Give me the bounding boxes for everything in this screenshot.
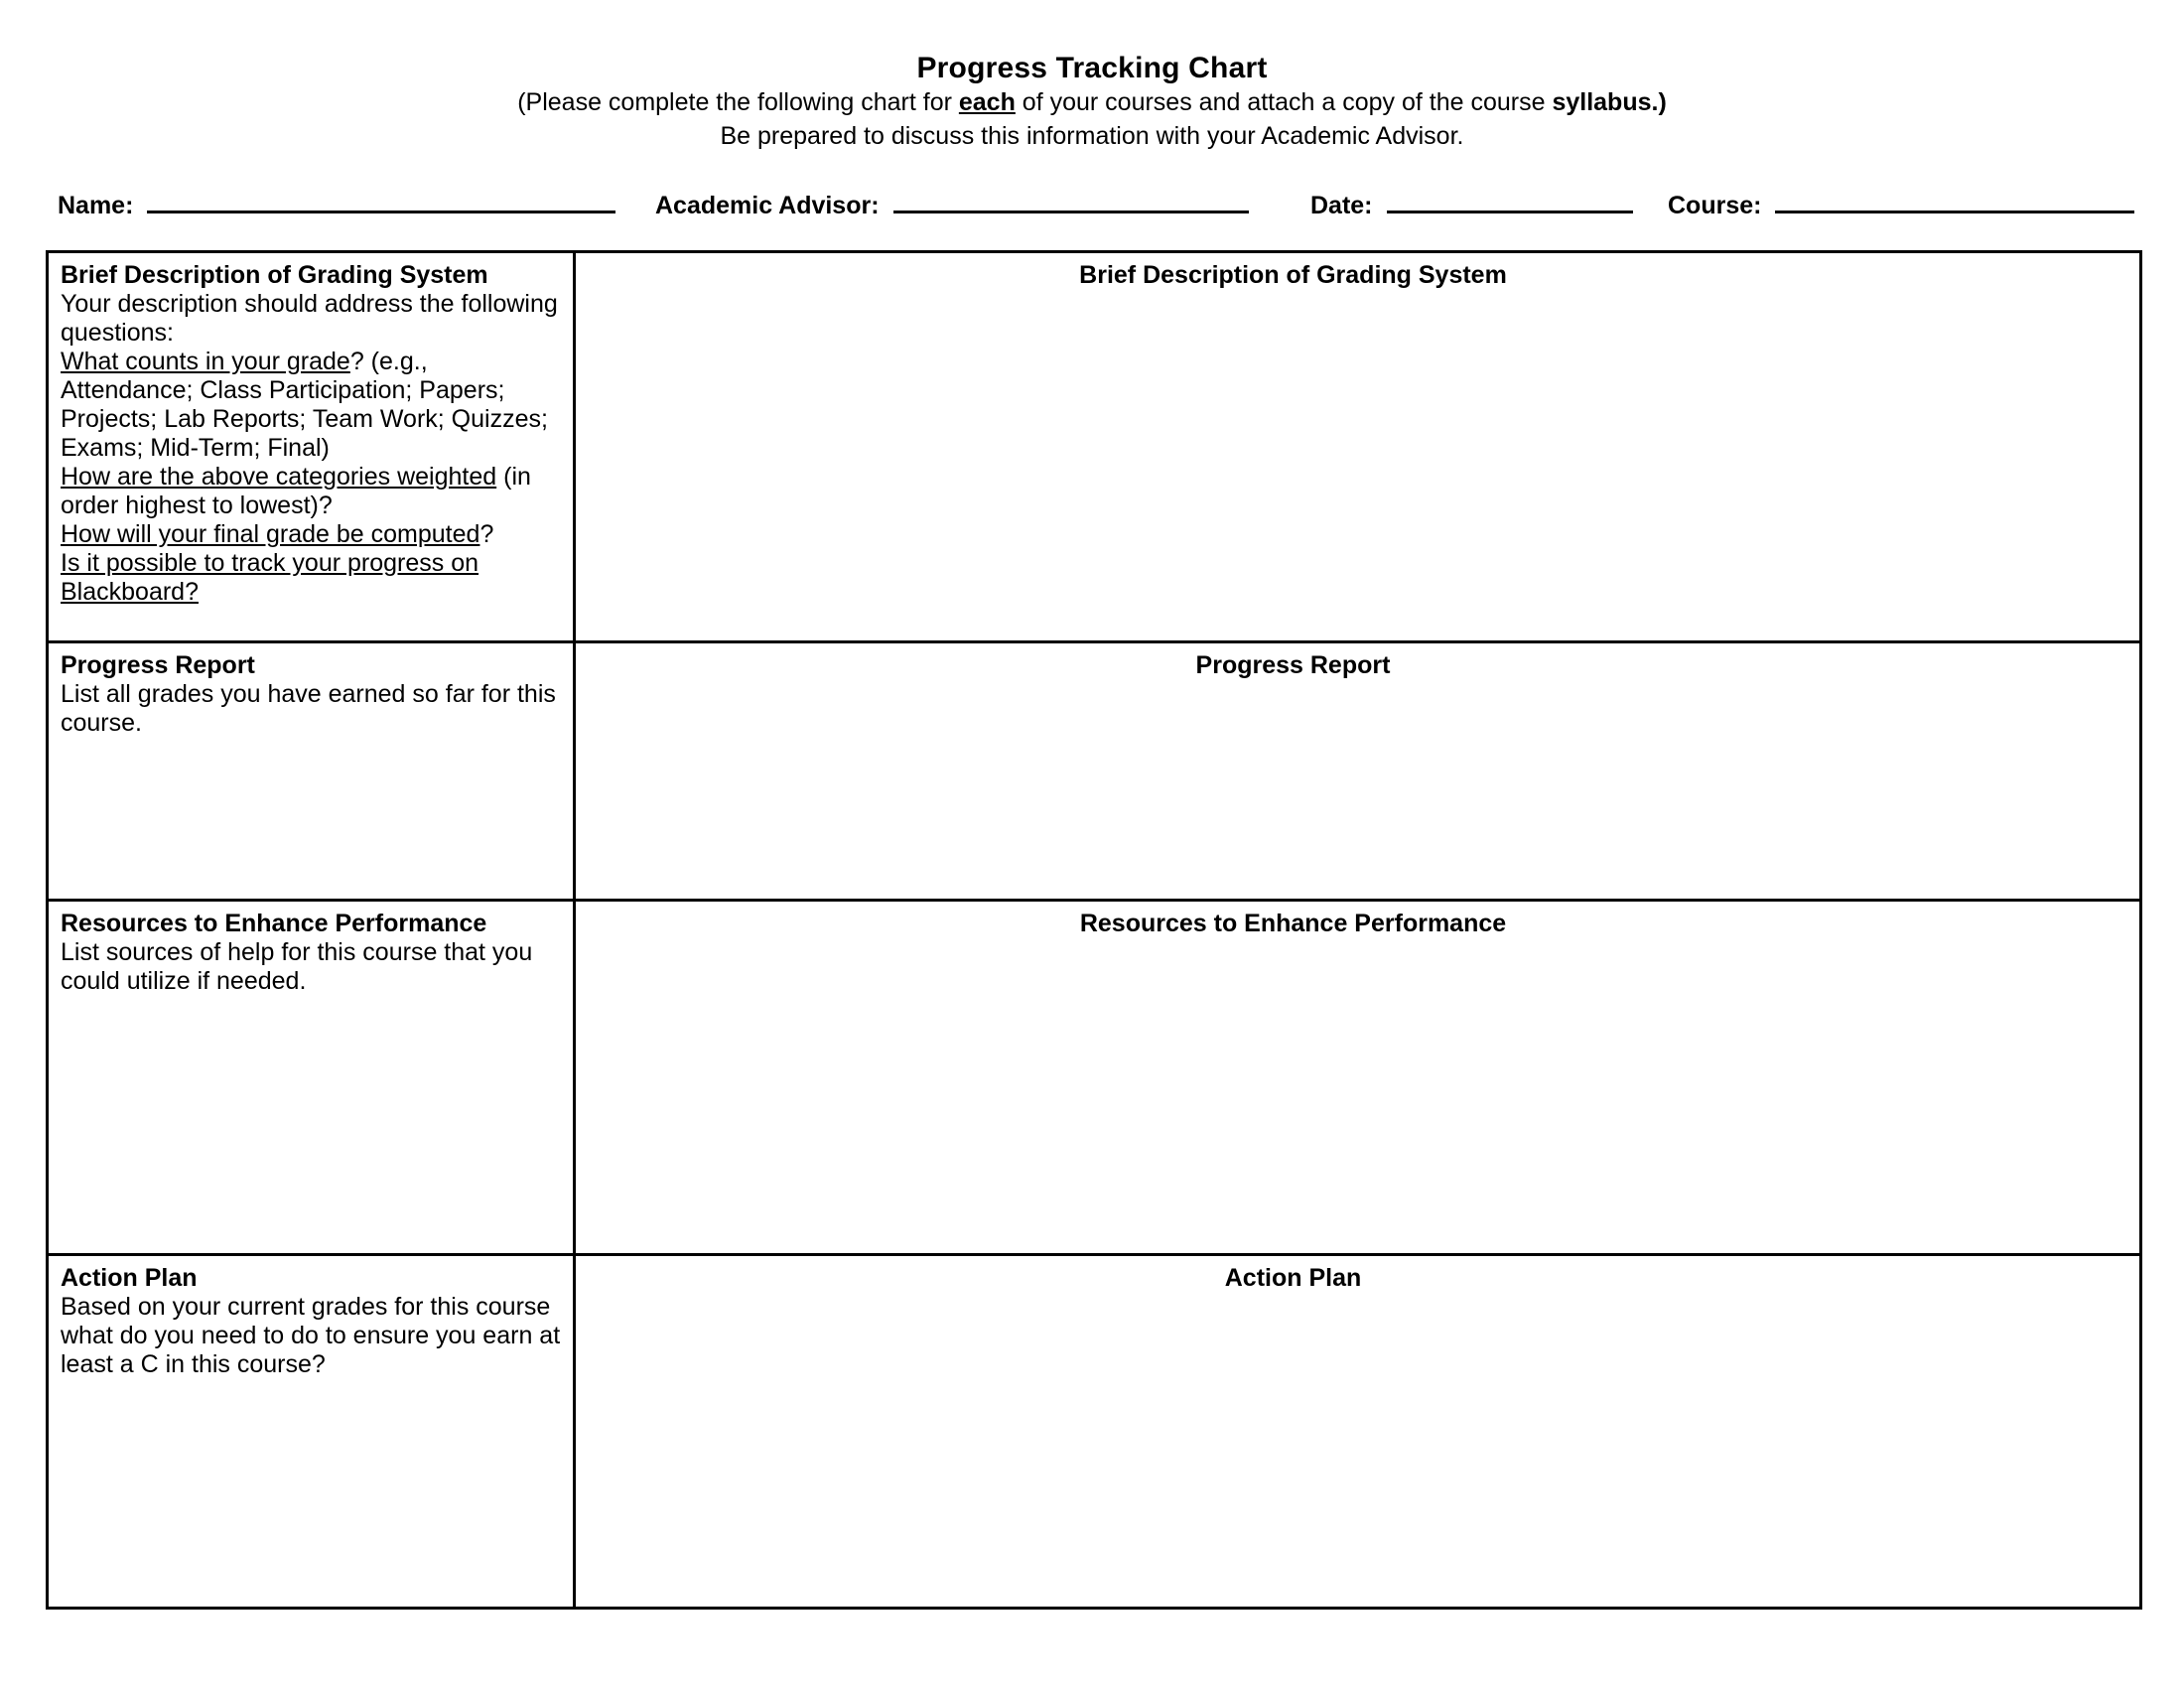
course-field-group bbox=[1668, 189, 2134, 220]
prompt-cell-action-plan bbox=[48, 1255, 575, 1609]
identity-fields-row bbox=[0, 189, 2184, 228]
answer-heading: Resources to Enhance Performance bbox=[1079, 910, 1507, 937]
answer-heading: Brief Description of Grading System bbox=[1079, 261, 1507, 289]
subtitle-emphasis-syllabus: syllabus.) bbox=[1552, 87, 1667, 116]
section-heading: Action Plan bbox=[61, 1264, 198, 1292]
question-rest: ? bbox=[479, 520, 494, 548]
academic-advisor-field-group bbox=[655, 189, 1249, 220]
answer-cell-resources[interactable] bbox=[575, 901, 2141, 1255]
prompt-cell-progress-report bbox=[48, 642, 575, 901]
table-row bbox=[48, 642, 2141, 901]
page-title: Progress Tracking Chart bbox=[916, 52, 1268, 84]
section-question bbox=[61, 348, 561, 463]
section-intro: List sources of help for this course that you could utilize if needed. bbox=[61, 938, 533, 995]
date-label: Date: bbox=[1310, 192, 1373, 219]
section-question bbox=[61, 520, 561, 549]
course-input[interactable] bbox=[1775, 189, 2134, 213]
question-underlined: How will your final grade be computed bbox=[61, 520, 480, 548]
section-heading: Progress Report bbox=[61, 651, 255, 679]
answer-cell-grading-system[interactable] bbox=[575, 252, 2141, 642]
answer-heading: Action Plan bbox=[1224, 1264, 1362, 1292]
progress-tracking-table bbox=[46, 250, 2142, 1610]
subtitle-emphasis-each: each bbox=[958, 87, 1016, 116]
section-question bbox=[61, 463, 561, 520]
table-row bbox=[48, 901, 2141, 1255]
section-heading: Brief Description of Grading System bbox=[61, 261, 488, 289]
section-intro: Your description should address the following questions: bbox=[61, 290, 558, 347]
table-row bbox=[48, 252, 2141, 642]
date-field-group bbox=[1310, 189, 1633, 220]
answer-heading: Progress Report bbox=[1195, 651, 1391, 679]
academic-advisor-input[interactable] bbox=[893, 189, 1249, 213]
date-input[interactable] bbox=[1387, 189, 1633, 213]
question-underlined: Is it possible to track your progress on Blackboard? bbox=[61, 549, 479, 606]
table-row bbox=[48, 1255, 2141, 1609]
academic-advisor-label: Academic Advisor: bbox=[655, 192, 880, 219]
subtitle-middle: of your courses and attach a copy of the course bbox=[1015, 87, 1553, 116]
name-field-group bbox=[58, 189, 615, 220]
section-heading: Resources to Enhance Performance bbox=[61, 910, 487, 937]
document-subtitle bbox=[0, 85, 2184, 119]
answer-cell-action-plan[interactable] bbox=[575, 1255, 2141, 1609]
section-intro: List all grades you have earned so far for this course. bbox=[61, 680, 556, 737]
subtitle-prefix: (Please complete the following chart for bbox=[517, 87, 959, 116]
question-rest: (in order highest to lowest)? bbox=[61, 463, 531, 519]
prompt-cell-grading-system bbox=[48, 252, 575, 642]
answer-cell-progress-report[interactable] bbox=[575, 642, 2141, 901]
document-header bbox=[0, 52, 2184, 153]
document-instruction: Be prepared to discuss this information with your Academic Advisor. bbox=[720, 121, 1464, 150]
name-input[interactable] bbox=[147, 189, 615, 213]
question-rest: ? (e.g., Attendance; Class Participation; Papers; Projects; Lab Reports; Team Work; Quizzes; Exams; Mid-Term; Final) bbox=[61, 348, 548, 462]
course-label: Course: bbox=[1668, 192, 1762, 219]
prompt-cell-resources bbox=[48, 901, 575, 1255]
question-underlined: How are the above categories weighted bbox=[61, 463, 497, 491]
section-intro: Based on your current grades for this course what do you need to do to ensure you earn at least a C in this course? bbox=[61, 1293, 561, 1378]
name-label: Name: bbox=[58, 192, 134, 219]
question-underlined: What counts in your grade bbox=[61, 348, 350, 375]
section-question bbox=[61, 549, 561, 607]
